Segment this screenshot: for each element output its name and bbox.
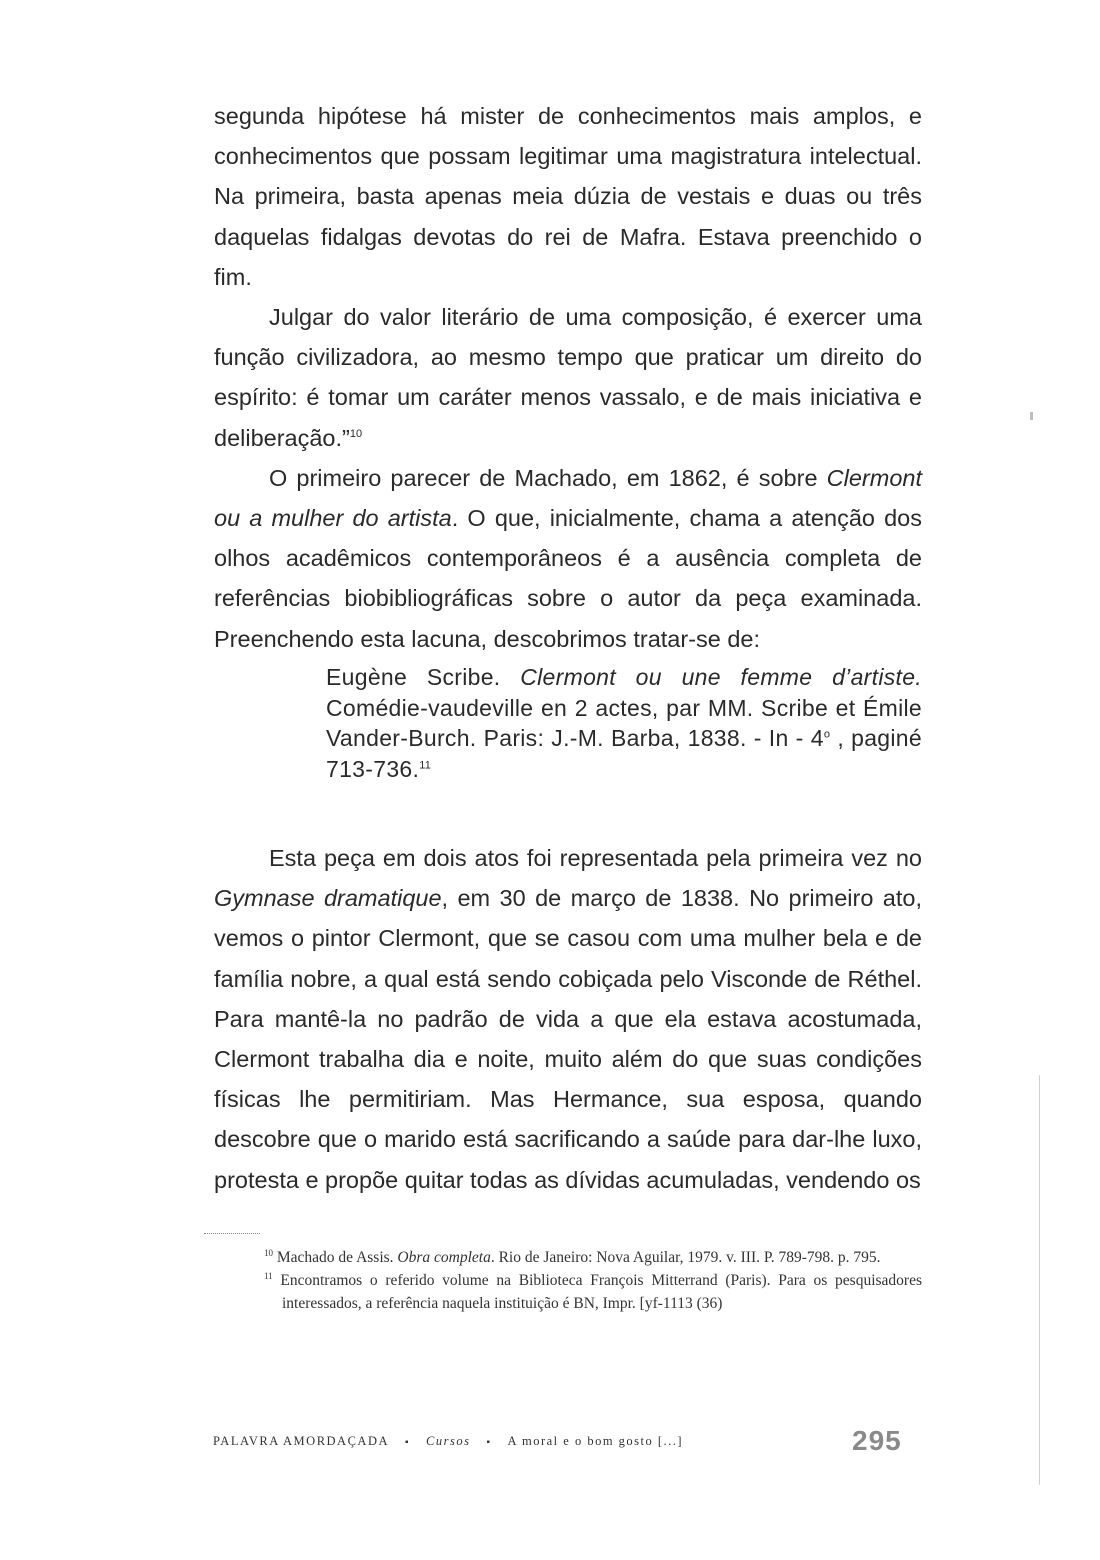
paragraph-play-summary: [214, 838, 922, 1200]
quote-text: [326, 662, 922, 784]
page-edge-line: [1039, 1075, 1040, 1485]
paragraph-quote-end: [214, 297, 922, 458]
footnote-ref-10: 10: [349, 427, 363, 440]
footnote-text: . Rio de Janeiro: Nova Aguilar, 1979. v. III. P. 789-798. p. 795.: [490, 1249, 881, 1266]
paragraph-text: , em 30 de março de 1838. No primeiro ato, vemos o pintor Clermont, que se casou com uma mulher bela e de família nobre, a qual está sendo cobiçada pelo Visconde de Réthel. Para mantê-la no padrão de vida a que ela estava acostumada, Clermont trabalha dia e noite, muito além do que suas condições físicas lhe permitiriam. Mas Hermance, sua esposa, quando descobre que o marido está sacrificando a saúde para dar-lhe luxo, protesta e propõe quitar todas as dívidas acumuladas, vendendo os: [214, 885, 922, 1193]
quote-degree: o: [823, 728, 831, 741]
scan-speck: [1030, 412, 1033, 420]
quote-author: Eugène Scribe.: [326, 664, 521, 690]
book-title: PALAVRA AMORDAÇADA: [213, 1434, 389, 1448]
footnote-separator: [204, 1233, 260, 1234]
paragraph-text: . O que, inicialmente, chama a atenção dos olhos acadêmicos contemporâneos é a ausência completa de referências biobibliográficas sobre o autor da peça examinada. Preenchendo esta lacuna, descobrimos tratar-se de:: [214, 505, 922, 652]
paragraph-continuation: [214, 96, 922, 297]
quote-title: Clermont ou une femme d’artiste.: [520, 664, 922, 690]
footnote-text: Machado de Assis.: [273, 1249, 398, 1266]
body-text-top: [214, 96, 922, 659]
body-text-bottom: [214, 838, 922, 1200]
page-number: 295: [852, 1425, 902, 1456]
paragraph-first-opinion: [214, 458, 922, 659]
footnote-10: [264, 1246, 922, 1269]
bibliographic-quote: [326, 662, 922, 784]
running-footer: [213, 1434, 683, 1449]
footnote-number: 10: [264, 1247, 273, 1258]
footnote-number: 11: [264, 1270, 273, 1281]
quote-details: Comédie-vaudeville en 2 actes, par MM. Scribe et Émile Vander-Burch. Paris: J.-M. Barba, 1838. - In - 4: [326, 694, 922, 751]
paragraph-text: Esta peça em dois atos foi representada pela primeira vez no: [269, 845, 922, 871]
play-title: Clermont ou a mulher do artista: [214, 464, 922, 532]
bullet-icon: ▪: [405, 1437, 411, 1448]
section-name: Cursos: [426, 1434, 471, 1448]
footnote-work-title: Obra completa: [397, 1249, 491, 1266]
quote-pages: , paginé 713-736.: [326, 725, 922, 782]
bullet-icon: ▪: [486, 1437, 492, 1448]
chapter-title: A moral e o bom gosto [...]: [507, 1434, 684, 1448]
paragraph-text: O primeiro parecer de Machado, em 1862, é sobre: [269, 464, 827, 491]
footnote-11: [264, 1269, 922, 1315]
paragraph-text: Julgar do valor literário de uma composição, é exercer uma função civilizadora, ao mesmo tempo que praticar um direito do espírito: é tomar um caráter menos vassalo, e de mais iniciativa e deliberação.”: [214, 304, 922, 451]
venue-name: Gymnase dramatique: [214, 885, 442, 912]
footnote-text: Encontramos o referido volume na Biblioteca François Mitterrand (Paris). Para os pesquisadores interessados, a referência naquela instituição é BN, Impr. [yf-1113 (36): [272, 1272, 922, 1312]
footnote-ref-11: 11: [419, 758, 432, 771]
paragraph-text: segunda hipótese há mister de conhecimentos mais amplos, e conhecimentos que possam legitimar uma magistratura intelectual. Na primeira, basta apenas meia dúzia de vestais e duas ou três daquelas fidalgas devotas do rei de Mafra. Estava preenchido o fim.: [214, 103, 922, 290]
footnotes: [264, 1246, 922, 1315]
